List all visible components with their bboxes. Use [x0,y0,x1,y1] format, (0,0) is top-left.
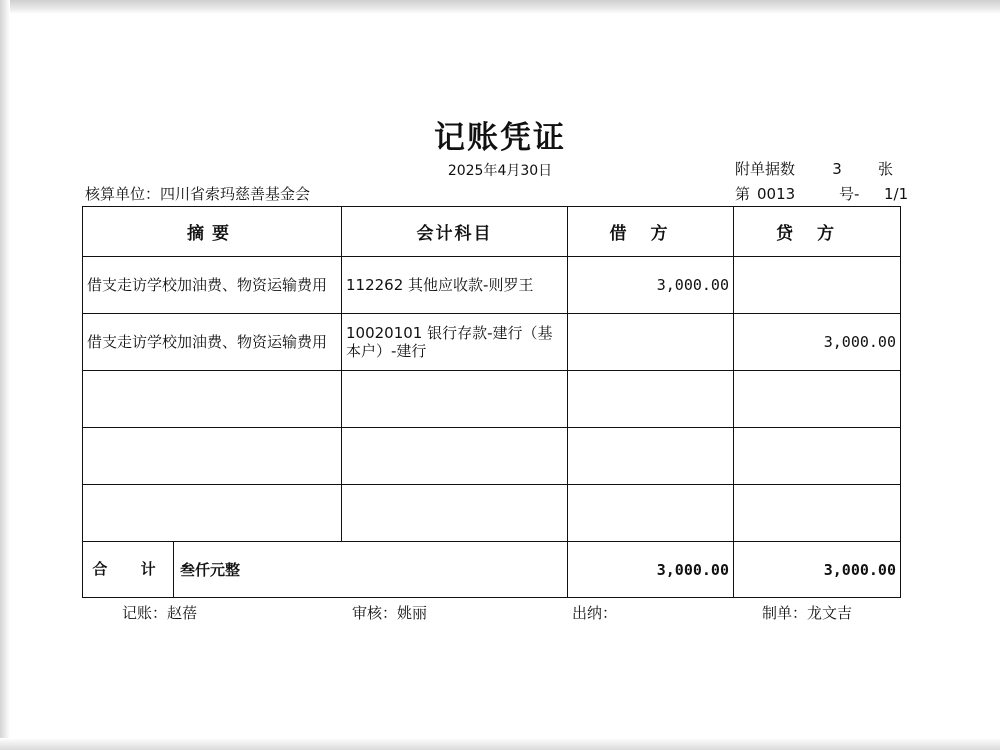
attachment-count [735,158,893,179]
total-row [83,542,901,598]
row-credit: 3,000.00 [734,314,901,371]
table-row [83,257,901,314]
voucher-number [735,183,908,204]
scan-edge-top [0,0,1000,14]
table-header-row [83,207,901,257]
row-summary: 借支走访学校加油费、物资运输费用 [83,314,342,371]
header-summary: 摘要 [83,207,342,257]
row-account: 112262 其他应收款-则罗王 [342,257,568,314]
voucher-number-value: 0013 [757,185,796,203]
scan-edge-bottom [0,738,1000,750]
voucher-page: 1/1 [884,185,909,203]
row-account: 10020101 银行存款-建行（基本户）-建行 [342,314,568,371]
total-credit: 3,000.00 [734,542,901,598]
accounting-unit: 核算单位：四川省索玛慈善基金会 [85,185,311,203]
empty-row [83,485,901,542]
header-credit: 贷方 [734,207,901,257]
header-debit: 借方 [568,207,734,257]
row-debit: 3,000.00 [568,257,734,314]
row-debit [568,314,734,371]
attachment-label: 附单据数 [735,160,796,178]
voucher-number-mark: 号- [839,185,860,203]
voucher-table [82,206,901,598]
total-debit: 3,000.00 [568,542,734,598]
table-row [83,314,901,371]
empty-row [83,428,901,485]
voucher-number-label: 第 [735,185,751,203]
signature-reviewer: 审核：姚丽 [352,604,428,622]
total-amount-words: 叁仟元整 [180,561,241,579]
signature-bookkeeper: 记账：赵蓓 [122,604,198,622]
empty-row [83,371,901,428]
voucher-title: 记账凭证 [434,120,566,156]
signature-cashier: 出纳： [572,604,618,622]
attachment-number: 3 [832,160,842,178]
total-label: 合 计 [83,542,174,597]
row-credit [734,257,901,314]
signature-preparer: 制单：龙文吉 [762,604,853,622]
row-summary: 借支走访学校加油费、物资运输费用 [83,257,342,314]
header-account: 会计科目 [342,207,568,257]
attachment-unit: 张 [877,160,893,178]
voucher-date: 2025年4月30日 [447,163,553,179]
